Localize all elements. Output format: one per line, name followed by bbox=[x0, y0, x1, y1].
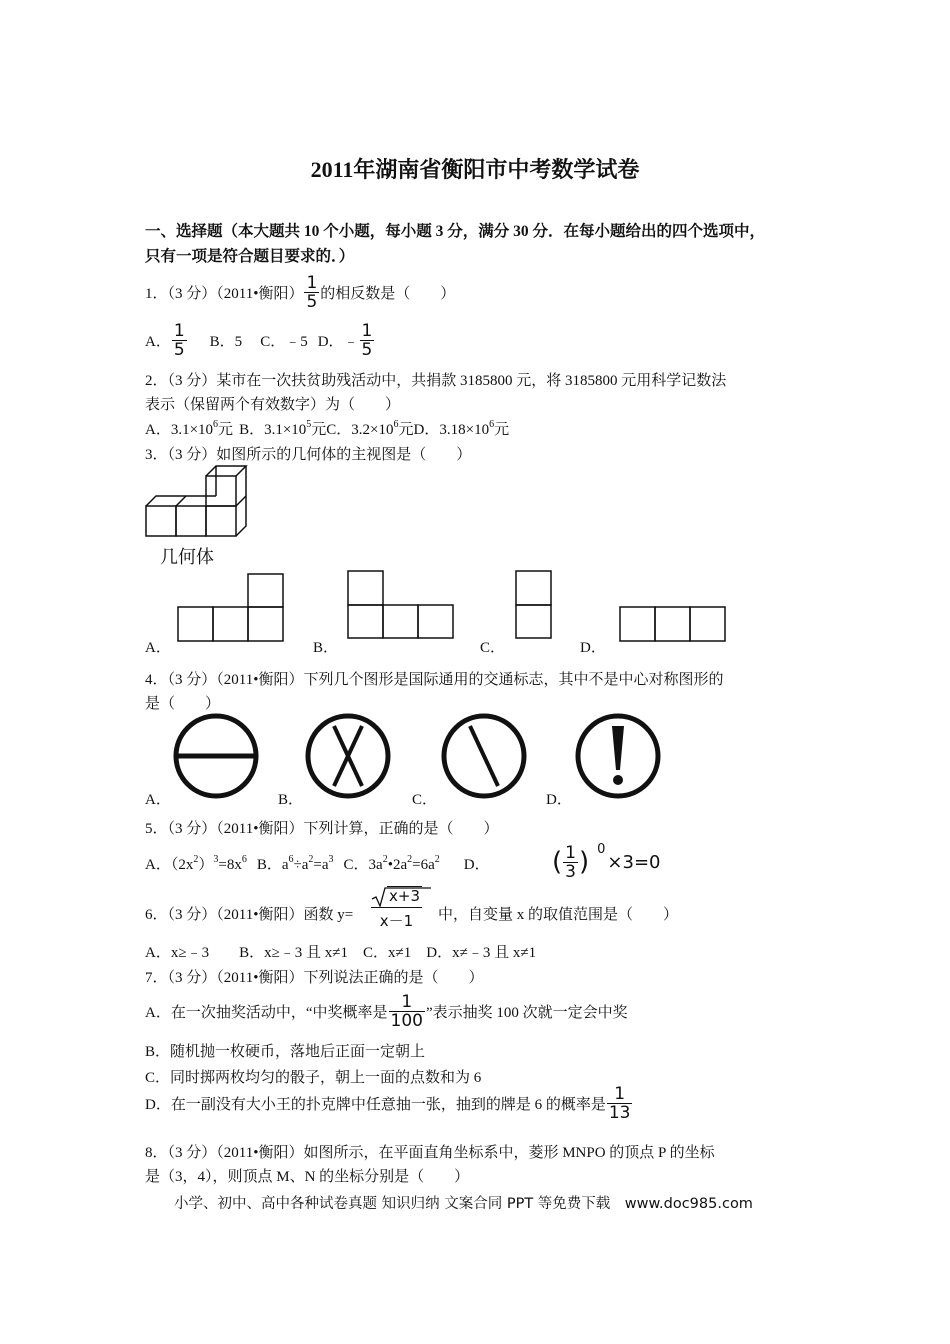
question-3: 3．（3 分）如图所示的几何体的主视图是（ ） bbox=[145, 447, 472, 463]
question-7-option-d bbox=[145, 1085, 633, 1122]
option-a-text-tail: ”表示抽奖 100 次就一定会中奖 bbox=[425, 1005, 628, 1021]
q3-option-b-figure bbox=[346, 570, 456, 640]
footer-link[interactable]: 小学、初中、高中各种试卷真题 知识归纳 文案合同 PPT 等免费下载 www.doc985.com bbox=[174, 1196, 753, 1212]
fraction bbox=[607, 1085, 633, 1122]
fraction-denominator: 13 bbox=[608, 1103, 631, 1123]
option-a-part: =8x bbox=[218, 857, 242, 873]
section-header-line2: 只有一项是符合题目要求的．） bbox=[145, 248, 355, 265]
option-d-fraction bbox=[360, 322, 375, 359]
question-7: 7．（3 分）（2011•衡阳）下列说法正确的是（ ） bbox=[145, 970, 484, 986]
option-d: D． bbox=[463, 857, 490, 873]
fraction-denominator: 100 bbox=[390, 1011, 423, 1031]
q6-fraction bbox=[371, 887, 422, 931]
fraction-denominator: 5 bbox=[361, 340, 373, 360]
option-a: A．（2x bbox=[145, 857, 194, 873]
question-2-options bbox=[145, 418, 509, 439]
exponent: 0 bbox=[597, 842, 606, 857]
question-8-line1: 8．（3 分）（2011•衡阳）如图所示，在平面直角坐标系中，菱形 MNPO 的顶点 P 的坐标 bbox=[145, 1145, 715, 1161]
exponent: 6 bbox=[489, 419, 495, 430]
option-d-tail: ×3=0 bbox=[607, 851, 661, 873]
question-5: 5．（3 分）（2011•衡阳）下列计算，正确的是（ ） bbox=[145, 821, 499, 837]
option-a-fraction bbox=[172, 322, 187, 359]
option-c: C．3a bbox=[343, 857, 383, 873]
question-1-suffix: 的相反数是（ ） bbox=[320, 286, 456, 302]
unit: 元 bbox=[218, 422, 234, 438]
q4-option-b-label: B． bbox=[278, 792, 304, 808]
option-a-text: A．在一次抽奖活动中，“中奖概率是 bbox=[145, 1005, 388, 1021]
option-c-part: •2a bbox=[387, 857, 408, 873]
option-b: B．3.1×10 bbox=[239, 422, 307, 438]
q3-option-c-figure bbox=[514, 570, 554, 640]
exponent: 6 bbox=[288, 854, 294, 865]
option-b-part: =a bbox=[313, 857, 329, 873]
option-a: A．3.1×10 bbox=[145, 422, 214, 438]
q3-option-b-label: B． bbox=[313, 640, 339, 656]
fraction-numerator: 1 bbox=[389, 993, 425, 1012]
option-b: B．a bbox=[256, 857, 289, 873]
section-header-line1: 一、选择题（本大题共 10 个小题，每小题 3 分，满分 30 分．在每小题给出的四个选项中， bbox=[145, 223, 766, 240]
exponent: 2 bbox=[382, 854, 388, 865]
question-7-option-b: B．随机抛一枚硬币，落地后正面一定朝上 bbox=[145, 1044, 426, 1060]
option-c: C．﹣5 bbox=[260, 334, 308, 350]
question-1-prefix: 1．（3 分）（2011•衡阳） bbox=[145, 286, 304, 302]
q3-option-a-label: A． bbox=[145, 640, 171, 656]
question-6-suffix: 中，自变量 x 的取值范围是（ ） bbox=[438, 907, 679, 923]
q3-option-d-label: D． bbox=[580, 640, 606, 656]
page-title: 2011年湖南省衡阳市中考数学试卷 bbox=[310, 157, 640, 182]
unit: 元 bbox=[398, 422, 414, 438]
unit: 元 bbox=[494, 422, 510, 438]
question-5-options bbox=[145, 853, 490, 874]
question-4-line2: 是（ ） bbox=[145, 696, 221, 712]
sign-x-cross-icon bbox=[304, 712, 394, 802]
fraction-numerator: 1 bbox=[565, 842, 576, 863]
solid-figure bbox=[140, 462, 260, 542]
exponent: 5 bbox=[306, 419, 312, 430]
fraction-numerator: 1 bbox=[607, 1085, 633, 1104]
fraction-denominator: 5 bbox=[306, 292, 318, 312]
q4-option-d-label: D． bbox=[546, 792, 572, 808]
question-1-options bbox=[145, 322, 375, 359]
paren-close: ) bbox=[578, 847, 590, 877]
sign-horizontal-bar-icon bbox=[172, 712, 262, 802]
exponent: 2 bbox=[193, 854, 199, 865]
q3-option-a-figure bbox=[176, 573, 286, 643]
option-d: D．3.18×10 bbox=[413, 422, 490, 438]
option-a-label: A． bbox=[145, 334, 171, 350]
sign-exclamation-icon bbox=[574, 712, 664, 802]
fraction-numerator: 1 bbox=[306, 273, 318, 293]
q5-option-d-expression bbox=[552, 842, 661, 881]
fraction bbox=[389, 993, 425, 1030]
option-d-label: D．﹣ bbox=[317, 334, 359, 350]
option-a-part: ） bbox=[198, 857, 214, 873]
option-d-text: D．在一副没有大小王的扑克牌中任意抽一张，抽到的牌是 6 的概率是 bbox=[145, 1097, 606, 1113]
option-c: C．3.2×10 bbox=[326, 422, 394, 438]
exponent: 3 bbox=[213, 854, 219, 865]
question-6-options: A．x≥﹣3 B．x≥﹣3 且 x≠1 C．x≠1 D．x≠﹣3 且 x≠1 bbox=[145, 945, 537, 961]
exponent: 6 bbox=[393, 419, 399, 430]
question-8-line2: 是（3，4），则顶点 M、N 的坐标分别是（ ） bbox=[145, 1169, 470, 1185]
question-1 bbox=[145, 274, 455, 311]
fraction bbox=[304, 274, 319, 311]
option-c-part: =6a bbox=[412, 857, 435, 873]
fraction-numerator: 1 bbox=[173, 321, 185, 341]
fraction-denominator: 3 bbox=[565, 861, 576, 882]
exponent: 3 bbox=[328, 854, 334, 865]
q6-numerator-text: x+3 bbox=[389, 887, 420, 905]
question-2-line1: 2．（3 分）某市在一次扶贫助残活动中，共捐款 3185800 元，将 3185800 元用科学记数法 bbox=[145, 373, 727, 389]
exponent: 2 bbox=[434, 854, 440, 865]
exponent: 2 bbox=[308, 854, 314, 865]
q6-denominator: x－1 bbox=[379, 912, 414, 930]
question-7-option-a bbox=[145, 993, 628, 1030]
option-b: B．5 bbox=[209, 334, 243, 350]
q4-option-a-label: A． bbox=[145, 792, 171, 808]
question-2-line2: 表示（保留两个有效数字）为（ ） bbox=[145, 397, 401, 413]
q4-option-c-label: C． bbox=[412, 792, 438, 808]
option-b-part: ÷a bbox=[293, 857, 309, 873]
exponent: 6 bbox=[241, 854, 247, 865]
q3-option-c-label: C． bbox=[480, 640, 506, 656]
figure-label: 几何体 bbox=[160, 547, 214, 568]
fraction-denominator: 5 bbox=[173, 340, 185, 360]
unit: 元 bbox=[311, 422, 327, 438]
sign-diagonal-slash-icon bbox=[440, 712, 530, 802]
question-6 bbox=[145, 903, 353, 924]
question-4-line1: 4．（3 分）（2011•衡阳）下列几个图形是国际通用的交通标志，其中不是中心对称图形的 bbox=[145, 672, 724, 688]
fraction bbox=[563, 844, 578, 881]
q3-option-d-figure bbox=[618, 606, 728, 644]
sqrt-icon bbox=[371, 887, 389, 907]
paren-open: ( bbox=[552, 847, 563, 877]
question-7-option-c: C．同时掷两枚均匀的骰子，朝上一面的点数和为 6 bbox=[145, 1070, 482, 1086]
fraction-numerator: 1 bbox=[361, 321, 373, 341]
exponent: 6 bbox=[213, 419, 219, 430]
question-6-prefix: 6．（3 分）（2011•衡阳）函数 y= bbox=[145, 907, 354, 923]
exponent: 2 bbox=[407, 854, 413, 865]
q6-numerator bbox=[371, 887, 422, 908]
